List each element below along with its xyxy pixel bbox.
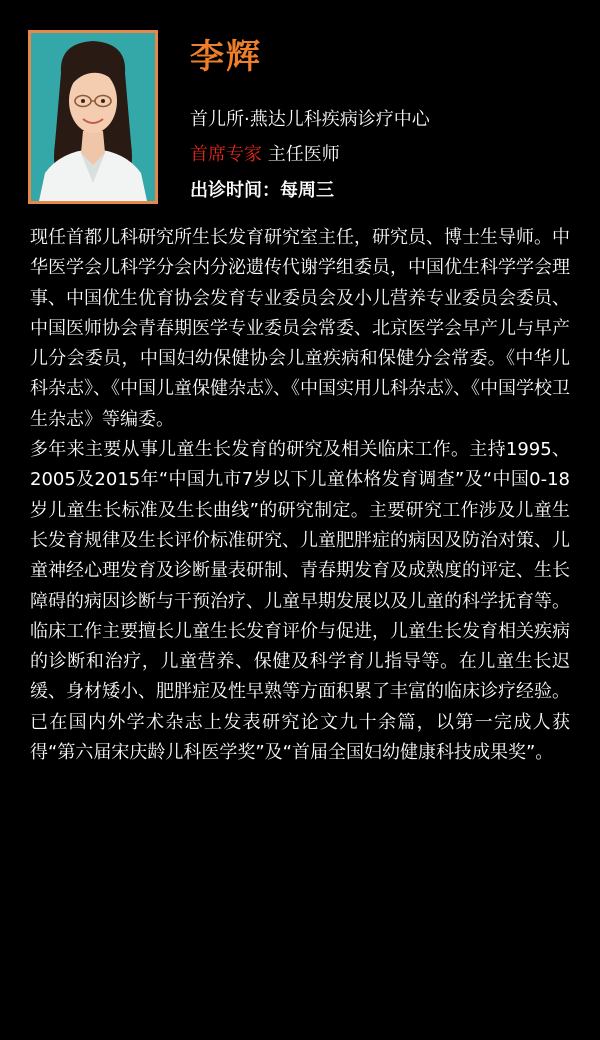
profile-header: [0, 0, 600, 214]
title-rest: 主任医师: [262, 144, 340, 165]
doctor-name: 李辉: [190, 37, 262, 77]
doctor-title: [190, 142, 340, 168]
doctor-portrait: [31, 33, 155, 201]
clinic-day: 每周三: [280, 180, 334, 201]
biography: [30, 223, 570, 768]
bio-paragraph: 多年来主要从事儿童生长发育的研究及相关临床工作。主持1995、2005及2015年“中国九市7岁以下儿童体格发育调查”及“中国0-18岁儿童生长标准及生长曲线”的研究制定。主要研究工作涉及儿童生长发育规律及生长评价标准研究、儿童肥胖症的病因及防治对策、儿童神经心理发育及诊断量表研制、青春期发育及成熟度的评定、生长障碍的病因诊断与干预治疗、儿童早期发展以及儿童的科学抚育等。临床工作主要擅长儿童生长发育评价与促进，儿童生长发育相关疾病的诊断和治疗，儿童营养、保健及科学育儿指导等。在儿童生长迟缓、身材矮小、肥胖症及性早熟等方面积累了丰富的临床诊疗经验。已在国内外学术杂志上发表研究论文九十余篇，以第一完成人获得“第六届宋庆龄儿科医学奖”及“首届全国妇幼健康科技成果奖”。: [30, 439, 570, 764]
clinic-label: 出诊时间：: [190, 180, 280, 201]
department: 首儿所·燕达儿科疾病诊疗中心: [190, 109, 430, 130]
bio-paragraph: 现任首都儿科研究所生长发育研究室主任，研究员、博士生导师。中华医学会儿科学分会内分泌遗传代谢学组委员，中国优生科学学会理事、中国优生优育协会发育专业委员会及小儿营养专业委员会委员、中国医师协会青春期医学专业委员会常委、北京医学会早产儿与早产儿分会委员，中国妇幼保健协会儿童疾病和保健分会常委。《中华儿科杂志》、《中国儿童保健杂志》、《中国实用儿科杂志》、《中国学校卫生杂志》等编委。: [30, 227, 570, 430]
portrait-frame: [28, 30, 158, 204]
title-highlight: 首席专家: [190, 144, 262, 165]
clinic-time: [190, 178, 334, 204]
